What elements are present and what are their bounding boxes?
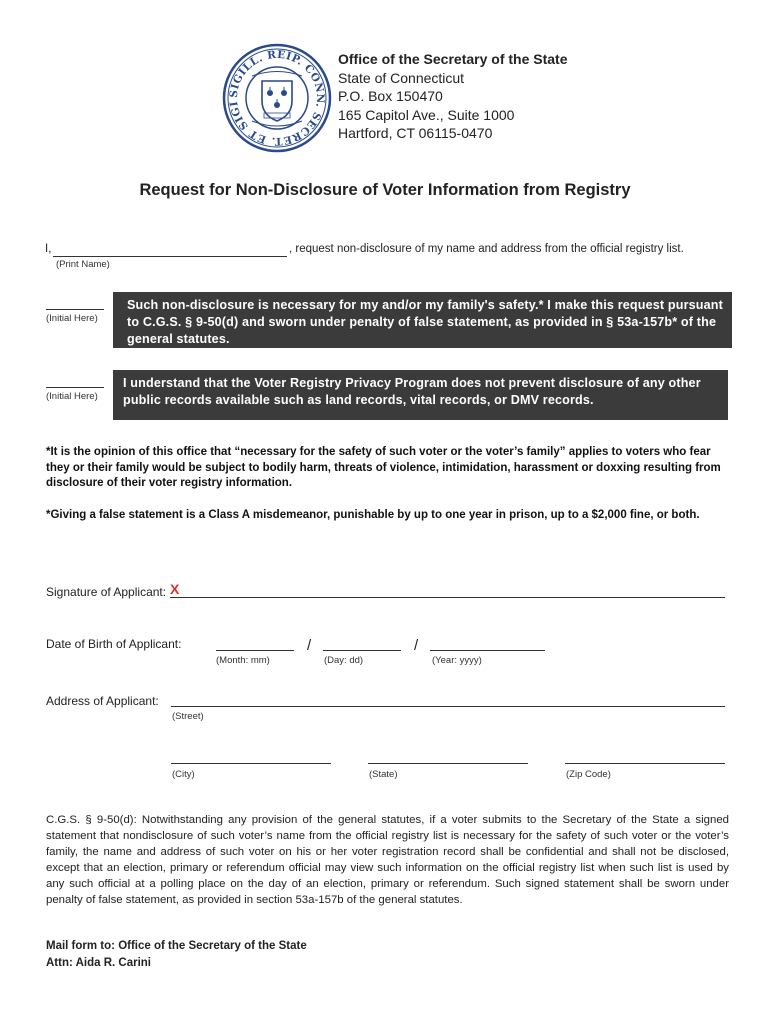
office-address-block <box>338 50 568 143</box>
address-state-field[interactable] <box>368 763 528 764</box>
dob-month-caption: (Month: mm) <box>216 655 270 666</box>
note-safety: *It is the opinion of this office that “necessary for the safety of such voter or the voter’s family” applies to voters who fear they or their family would be subject to bodily harm, threats of violence, intimidation, harassment or doxxing resulting from disclosure of their voter registry information. <box>46 446 721 489</box>
dob-day-field[interactable] <box>323 650 401 651</box>
mail-block <box>46 938 307 972</box>
office-street: 165 Capitol Ave., Suite 1000 <box>338 106 515 123</box>
note-false-statement: *Giving a false statement is a Class A misdemeanor, punishable by up to one year in prison, up to a $2,000 fine, or both. <box>46 509 700 521</box>
print-name-prefix: I, <box>45 243 52 255</box>
address-city-caption: (City) <box>172 769 195 780</box>
print-name-field[interactable] <box>53 256 287 257</box>
office-pobox: P.O. Box 150470 <box>338 88 443 105</box>
initial-field-1[interactable] <box>46 309 104 310</box>
statement-box-1: Such non-disclosure is necessary for my and/or my family's safety.* I make this request pursuant to C.G.S. § 9-50(d) and sworn under penalty of false statement, as provided in § 53a-157b* of the general statutes. <box>113 292 732 348</box>
address-city-field[interactable] <box>171 763 331 764</box>
address-label: Address of Applicant: <box>46 694 159 708</box>
print-name-suffix: , request non-disclosure of my name and address from the official registry list. <box>289 243 684 255</box>
dob-label: Date of Birth of Applicant: <box>46 637 182 651</box>
seal-ring-text: SIGILL. REIP. CONN. SECRET. ET SIGI <box>227 48 327 148</box>
state-seal <box>222 43 332 153</box>
initial-caption-1: (Initial Here) <box>46 313 98 324</box>
dob-year-caption: (Year: yyyy) <box>432 655 482 666</box>
dob-year-field[interactable] <box>430 650 545 651</box>
print-name-caption: (Print Name) <box>56 259 110 270</box>
address-street-caption: (Street) <box>172 711 204 722</box>
statement-box-2: I understand that the Voter Registry Privacy Program does not prevent disclosure of any other public records available such as land records, vital records, or DMV records. <box>113 370 728 420</box>
address-street-field[interactable] <box>171 706 725 707</box>
initial-caption-2: (Initial Here) <box>46 391 98 402</box>
address-state-caption: (State) <box>369 769 398 780</box>
office-state: State of Connecticut <box>338 69 465 86</box>
office-name: Office of the Secretary of the State <box>338 51 568 67</box>
form-title: Request for Non-Disclosure of Voter Information from Registry <box>139 181 631 199</box>
mail-line-2: Attn: Aida R. Carini <box>46 957 151 969</box>
svg-text:SIGILL. REIP. CONN. SECRET. ET <box>222 43 326 147</box>
office-city: Hartford, CT 06115-0470 <box>338 125 493 142</box>
dob-month-field[interactable] <box>216 650 294 651</box>
signature-x-mark: X <box>170 581 180 597</box>
mail-line-1: Mail form to: Office of the Secretary of the State <box>46 940 307 952</box>
dob-sep-2: / <box>414 637 419 654</box>
cgs-statute-text: C.G.S. § 9-50(d): Notwithstanding any provision of the general statutes, if a voter submits to the Secretary of the State a signed statement that nondisclosure of such voter’s name from the official registry list is necessary for the safety of such voter or the voter’s family, the name and address of such voter on his or her voter registration record shall be confidential and shall not be disclosed, except that an election, primary or referendum official may view such information on the official registry list when such list is used by any such official at a polling place on the day of an election, primary or referendum. Such signed statement shall be sworn under penalty of false statement, as provided in section 53a-157b of the general statutes. <box>46 814 729 906</box>
dob-sep-1: / <box>307 637 312 654</box>
address-zip-caption: (Zip Code) <box>566 769 611 780</box>
signature-field[interactable] <box>170 597 725 598</box>
seal-icon <box>222 43 332 153</box>
address-zip-field[interactable] <box>565 763 725 764</box>
signature-label: Signature of Applicant: <box>46 585 167 599</box>
dob-day-caption: (Day: dd) <box>324 655 364 666</box>
initial-field-2[interactable] <box>46 387 104 388</box>
